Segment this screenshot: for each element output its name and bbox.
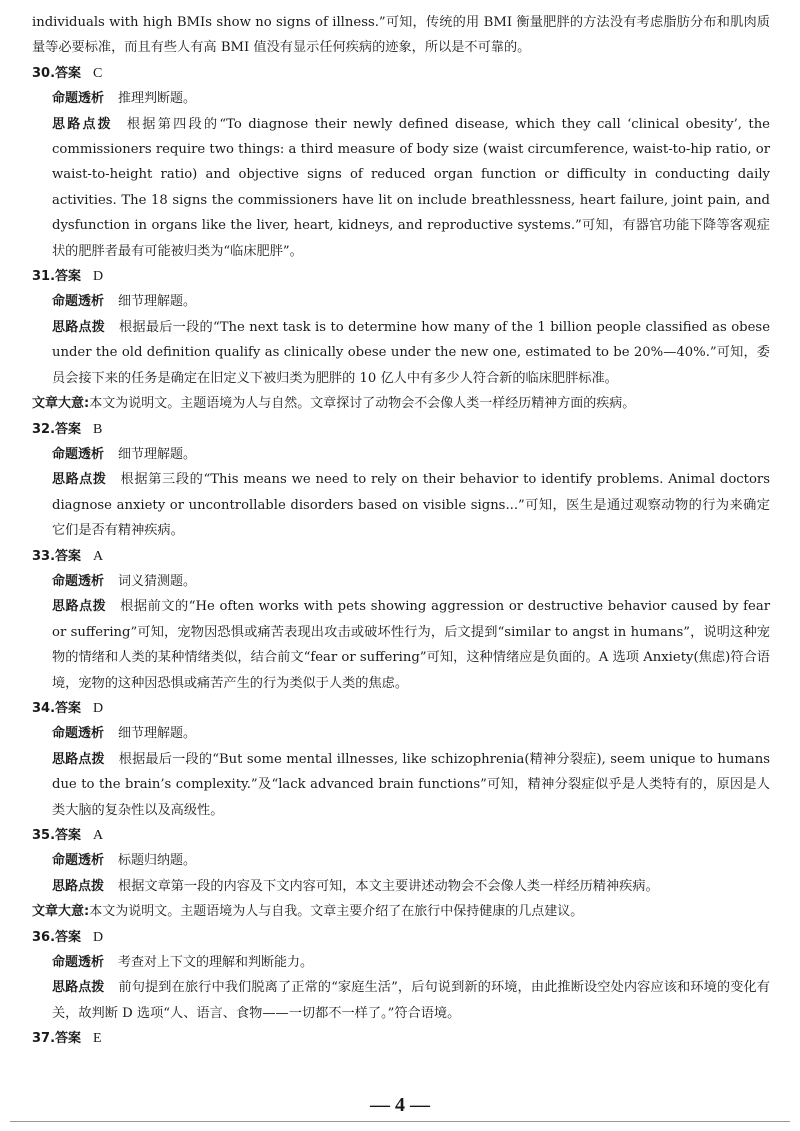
analysis-paragraph xyxy=(32,315,770,391)
question-number: 37. xyxy=(32,1031,56,1047)
answer-letter: A xyxy=(93,548,104,564)
analysis-label: 思路点拨 xyxy=(52,751,105,767)
question-number: 30. xyxy=(32,65,56,81)
question-32 xyxy=(32,417,770,544)
passage-summary xyxy=(32,391,770,416)
question-type: 词义猜测题。 xyxy=(118,573,197,589)
answer-label: 答案 xyxy=(55,421,82,437)
answer-letter: D xyxy=(93,700,104,716)
answer-label: 答案 xyxy=(55,700,82,716)
answer-letter: E xyxy=(93,1031,102,1047)
question-30 xyxy=(32,61,770,264)
question-type: 考查对上下文的理解和判断能力。 xyxy=(118,955,314,971)
answer-label: 答案 xyxy=(55,828,82,843)
question-36 xyxy=(32,925,770,1027)
question-number: 32. xyxy=(32,421,56,437)
answer-label: 答案 xyxy=(55,1031,82,1047)
question-type: 细节理解题。 xyxy=(118,294,197,310)
question-31 xyxy=(32,264,770,391)
analysis-label: 思路点拨 xyxy=(52,980,105,996)
analysis-text: 根据文章第一段的内容及下文内容可知，本文主要讲述动物会不会像人类一样经历精神疾病。 xyxy=(118,878,659,894)
question-type: 细节理解题。 xyxy=(118,726,197,742)
page-number: — 4 — xyxy=(370,1094,430,1116)
analysis-paragraph xyxy=(32,467,770,543)
answer-label: 答案 xyxy=(55,65,82,81)
answer-letter: A xyxy=(93,828,104,843)
question-35 xyxy=(32,823,770,899)
type-label: 命题透析 xyxy=(52,446,105,462)
summary-label: 文章大意: xyxy=(32,904,90,920)
analysis-text: 根据最后一段的“The next task is to determine how many of the 1 billion people classified as obese under the old definition qualify as clinically obese under the new one, estimated to be 20%—40%.”可知，委员会接下来的任务是确定在旧定义下被归类为肥胖的 10 亿人中有多少人符合新的临床肥胖标准。 xyxy=(52,319,770,386)
answer-label: 答案 xyxy=(55,929,82,945)
question-number: 36. xyxy=(32,929,56,945)
answer-label: 答案 xyxy=(55,548,82,564)
type-label: 命题透析 xyxy=(52,726,105,742)
answer-letter: C xyxy=(93,65,103,81)
question-type: 标题归纳题。 xyxy=(118,853,197,869)
analysis-paragraph xyxy=(32,747,770,823)
analysis-label: 思路点拨 xyxy=(52,878,105,894)
analysis-text: 根据第三段的“This means we need to rely on their behavior to identify problems. Animal doctors diagnose anxiety or uncontrollable disorders based on visible signs...”可知，医生是通过观察动物的行为来确定它们是否有精神疾病。 xyxy=(52,472,770,539)
analysis-paragraph xyxy=(32,874,770,899)
analysis-text: 根据最后一段的“But some mental illnesses, like schizophrenia(精神分裂症), seem unique to humans due to the brain’s complexity.”及“lack advanced brain functions”可知，精神分裂症似乎是人类特有的，原因是人类大脑的复杂性以及高级性。 xyxy=(52,751,770,818)
question-number: 31. xyxy=(32,269,56,285)
question-type: 推理判断题。 xyxy=(118,91,197,107)
analysis-text: 根据前文的“He often works with pets showing aggression or destructive behavior caused by fear or suffering”可知，宠物因恐惧或痛苦表现出攻击或破坏性行为，后文提到“similar to angst in humans”，说明这种宠物的情绪和人类的某种情绪类似，结合前文“fear or suffering”可知，这种情绪应是负面的。A 选项 Anxiety(焦虑)符合语境，宠物的这种因恐惧或痛苦产生的行为类似于人类的焦虑。 xyxy=(52,599,770,691)
intro-paragraph: individuals with high BMIs show no signs of illness.”可知，传统的用 BMI 衡量肥胖的方法没有考虑脂肪分布和肌肉质量等必要标准，而且有些人有高 BMI 值没有显示任何疾病的迹象，所以是不可靠的。 xyxy=(32,15,770,56)
type-label: 命题透析 xyxy=(52,853,105,869)
question-37 xyxy=(32,1026,770,1051)
type-label: 命题透析 xyxy=(52,294,105,310)
analysis-label: 思路点拨 xyxy=(52,116,113,132)
analysis-text: 根据第四段的“To diagnose their newly defined disease, which they call ‘clinical obesity’, the commissioners require two things: a third measure of body size (waist circumference, waist-to-hip ratio, or waist-to-height ratio) and objective signs of reduced organ function or difficulty in conducting daily activities. The 18 signs the commissioners have lit on include breathlessness, heart failure, joint pain, and dysfunction in organs like the liver, heart, kidneys, and reproductive systems.”可知，有器官功能下降等客观症状的肥胖者最有可能被归类为“临床肥胖”。 xyxy=(52,116,770,259)
summary-text: 本文为说明文。主题语境为人与自我。文章主要介绍了在旅行中保持健康的几点建议。 xyxy=(89,904,584,920)
question-type: 细节理解题。 xyxy=(118,446,197,462)
question-number: 33. xyxy=(32,548,56,564)
analysis-label: 思路点拨 xyxy=(52,319,105,335)
answer-letter: B xyxy=(93,421,103,437)
type-label: 命题透析 xyxy=(52,955,105,971)
bottom-divider xyxy=(10,1121,790,1122)
question-number: 35. xyxy=(32,828,56,843)
analysis-text: 前句提到在旅行中我们脱离了正常的“家庭生活”，后句说到新的环境，由此推断设空处内容应该和环境的变化有关，故判断 D 选项“人、语言、食物——一切都不一样了。”符合语境。 xyxy=(52,980,770,1021)
type-label: 命题透析 xyxy=(52,91,105,107)
analysis-label: 思路点拨 xyxy=(52,599,107,615)
summary-text: 本文为说明文。主题语境为人与自然。文章探讨了动物会不会像人类一样经历精神方面的疾病。 xyxy=(89,396,636,412)
answer-letter: D xyxy=(93,269,104,285)
answer-label: 答案 xyxy=(55,269,82,285)
analysis-label: 思路点拨 xyxy=(52,472,107,488)
type-label: 命题透析 xyxy=(52,573,105,589)
analysis-paragraph xyxy=(32,975,770,1026)
question-34 xyxy=(32,696,770,823)
passage-summary xyxy=(32,899,770,924)
question-number: 34. xyxy=(32,700,56,716)
answer-letter: D xyxy=(93,929,104,945)
analysis-paragraph xyxy=(32,594,770,696)
answer-key-content xyxy=(32,10,770,1052)
question-33 xyxy=(32,544,770,696)
analysis-paragraph xyxy=(32,112,770,264)
summary-label: 文章大意: xyxy=(32,396,90,412)
